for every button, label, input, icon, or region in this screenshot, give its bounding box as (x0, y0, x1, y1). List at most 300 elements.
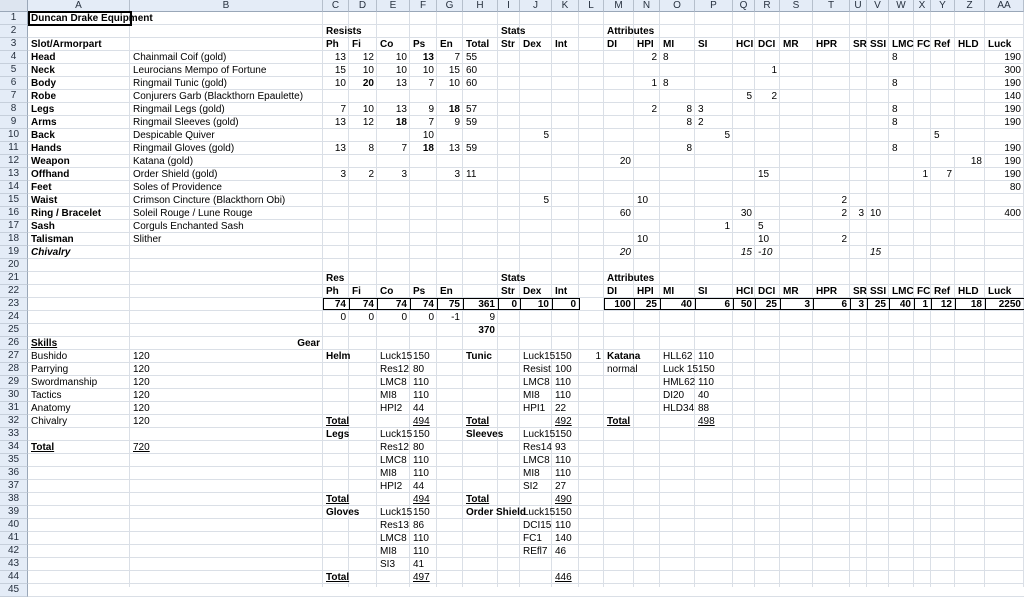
cell-e37[interactable]: HPI2 (380, 481, 403, 492)
column-header-g[interactable]: G (437, 0, 463, 12)
cell-q3[interactable]: HCI (736, 39, 754, 50)
cell-f31[interactable]: 44 (413, 403, 425, 414)
cell-h6[interactable]: 60 (466, 78, 478, 89)
cell-d3[interactable]: Fi (352, 39, 361, 50)
cell-b26[interactable]: Gear (297, 338, 320, 349)
cell-p8[interactable]: 3 (698, 104, 704, 115)
cell-c4[interactable]: 13 (334, 52, 346, 63)
cell-w3[interactable]: LMC (892, 39, 914, 50)
cell-v19[interactable]: 15 (870, 247, 882, 258)
cell-g5[interactable]: 15 (448, 65, 460, 76)
cell-a19[interactable]: Chivalry (31, 247, 71, 258)
cell-f42[interactable]: 110 (413, 546, 429, 557)
cell-k28[interactable]: 100 (555, 364, 572, 375)
cell-j10[interactable]: 5 (543, 130, 549, 141)
cell-f43[interactable]: 41 (413, 559, 425, 570)
cell-o30[interactable]: DI20 (663, 390, 685, 401)
column-header-j[interactable]: J (520, 0, 552, 12)
cell-y22[interactable]: Ref (934, 286, 951, 297)
row-header-39[interactable]: 39 (0, 506, 28, 519)
cell-y13[interactable]: 7 (946, 169, 952, 180)
cell-w6[interactable]: 8 (892, 78, 898, 89)
cell-c33[interactable]: Legs (326, 429, 350, 440)
cell-t16[interactable]: 2 (841, 208, 847, 219)
cell-k41[interactable]: 140 (555, 533, 572, 544)
cell-c24[interactable]: 0 (340, 312, 346, 323)
cell-aa12[interactable]: 190 (1004, 156, 1021, 167)
row-header-29[interactable]: 29 (0, 376, 28, 389)
cell-i22[interactable]: Str (501, 286, 515, 297)
cell-b7[interactable]: Conjurers Garb (Blackthorn Epaulette) (133, 91, 304, 102)
column-header-x[interactable]: X (914, 0, 931, 12)
cell-k35[interactable]: 110 (555, 455, 571, 466)
row-header-1[interactable]: 1 (0, 12, 28, 25)
cell-x3[interactable]: FC (917, 39, 931, 50)
column-header-p[interactable]: P (695, 0, 733, 12)
cell-h11[interactable]: 59 (466, 143, 478, 154)
column-header-e[interactable]: E (377, 0, 410, 12)
cell-a34[interactable]: Total (31, 442, 55, 453)
cell-k3[interactable]: Int (555, 39, 568, 50)
cell-n23[interactable]: 25 (645, 299, 657, 310)
cell-r5[interactable]: 1 (771, 65, 777, 76)
row-header-15[interactable]: 15 (0, 194, 28, 207)
cell-n6[interactable]: 1 (651, 78, 657, 89)
cell-i21[interactable]: Stats (501, 273, 526, 284)
cell-x22[interactable]: FC (917, 286, 931, 297)
cell-e13[interactable]: 3 (401, 169, 407, 180)
cell-k33[interactable]: 150 (555, 429, 572, 440)
cell-d11[interactable]: 8 (368, 143, 374, 154)
row-header-45[interactable]: 45 (0, 584, 28, 597)
cell-a15[interactable]: Waist (31, 195, 58, 206)
cell-o29[interactable]: HML62 (663, 377, 696, 388)
cell-k40[interactable]: 110 (555, 520, 571, 531)
cell-r23[interactable]: 25 (765, 299, 777, 310)
row-header-27[interactable]: 27 (0, 350, 28, 363)
cell-o23[interactable]: 40 (680, 299, 692, 310)
cell-k37[interactable]: 27 (555, 481, 567, 492)
cell-a14[interactable]: Feet (31, 182, 52, 193)
cell-s3[interactable]: MR (783, 39, 799, 50)
cell-f11[interactable]: 18 (422, 143, 434, 154)
cell-c6[interactable]: 10 (334, 78, 346, 89)
cell-f30[interactable]: 110 (413, 390, 429, 401)
row-header-21[interactable]: 21 (0, 272, 28, 285)
cell-f10[interactable]: 10 (422, 130, 434, 141)
cell-o28[interactable]: Luck 15 (663, 364, 699, 375)
row-header-13[interactable]: 13 (0, 168, 28, 181)
cell-d24[interactable]: 0 (368, 312, 374, 323)
cell-q23[interactable]: 50 (740, 299, 752, 310)
cell-w4[interactable]: 8 (892, 52, 898, 63)
cell-f4[interactable]: 13 (422, 52, 434, 63)
column-header-q[interactable]: Q (733, 0, 755, 12)
row-header-10[interactable]: 10 (0, 129, 28, 142)
cell-b12[interactable]: Katana (gold) (133, 156, 194, 167)
cell-c38[interactable]: Total (326, 494, 350, 505)
cell-aa5[interactable]: 300 (1004, 65, 1021, 76)
cell-h25[interactable]: 370 (478, 325, 495, 336)
cell-n3[interactable]: HPI (637, 39, 654, 50)
cell-d5[interactable]: 10 (362, 65, 374, 76)
cell-k29[interactable]: 110 (555, 377, 571, 388)
cell-j42[interactable]: REfl7 (523, 546, 548, 557)
cell-j23[interactable]: 10 (537, 299, 549, 310)
cell-aa23[interactable]: 2250 (998, 299, 1021, 310)
cell-g22[interactable]: En (440, 286, 453, 297)
cell-p32[interactable]: 498 (698, 416, 715, 427)
cell-k23[interactable]: 0 (570, 299, 576, 310)
cell-e11[interactable]: 7 (401, 143, 407, 154)
cell-aa16[interactable]: 400 (1004, 208, 1021, 219)
cell-k32[interactable]: 492 (555, 416, 572, 427)
cell-c9[interactable]: 13 (334, 117, 346, 128)
cell-aa7[interactable]: 140 (1004, 91, 1021, 102)
cell-t15[interactable]: 2 (841, 195, 847, 206)
column-header-n[interactable]: N (634, 0, 660, 12)
cell-n15[interactable]: 10 (637, 195, 649, 206)
cell-j41[interactable]: FC1 (523, 533, 542, 544)
cell-p28[interactable]: 150 (698, 364, 715, 375)
cell-u22[interactable]: SR (853, 286, 867, 297)
cell-r22[interactable]: DCI (758, 286, 776, 297)
cell-b11[interactable]: Ringmail Gloves (gold) (133, 143, 235, 154)
cell-a5[interactable]: Neck (31, 65, 55, 76)
cell-j35[interactable]: LMC8 (523, 455, 550, 466)
cell-p22[interactable]: SI (698, 286, 708, 297)
row-header-42[interactable]: 42 (0, 545, 28, 558)
cell-j3[interactable]: Dex (523, 39, 542, 50)
cell-h8[interactable]: 57 (466, 104, 478, 115)
cell-b28[interactable]: 120 (133, 364, 150, 375)
cell-c11[interactable]: 13 (334, 143, 346, 154)
column-header-h[interactable]: H (463, 0, 498, 12)
cell-h39[interactable]: Order Shield (466, 507, 527, 518)
cell-t3[interactable]: HPR (816, 39, 838, 50)
cell-s23[interactable]: 3 (804, 299, 810, 310)
row-header-16[interactable]: 16 (0, 207, 28, 220)
cell-p31[interactable]: 88 (698, 403, 710, 414)
cell-m28[interactable]: normal (607, 364, 638, 375)
cell-w9[interactable]: 8 (892, 117, 898, 128)
cell-o9[interactable]: 8 (686, 117, 692, 128)
row-header-23[interactable]: 23 (0, 298, 28, 311)
row-header-44[interactable]: 44 (0, 571, 28, 584)
cell-a9[interactable]: Arms (31, 117, 57, 128)
select-all-corner[interactable] (0, 0, 28, 12)
cell-m21[interactable]: Attributes (607, 273, 655, 284)
cell-j15[interactable]: 5 (543, 195, 549, 206)
cell-b14[interactable]: Soles of Providence (133, 182, 222, 193)
cell-j30[interactable]: MI8 (523, 390, 540, 401)
cell-a10[interactable]: Back (31, 130, 55, 141)
cell-f33[interactable]: 150 (413, 429, 430, 440)
cell-m32[interactable]: Total (607, 416, 631, 427)
cell-k31[interactable]: 22 (555, 403, 567, 414)
cell-p29[interactable]: 110 (698, 377, 714, 388)
cell-g23[interactable]: 75 (448, 299, 460, 310)
cell-q7[interactable]: 5 (746, 91, 752, 102)
cell-o22[interactable]: MI (663, 286, 675, 297)
cell-f24[interactable]: 0 (428, 312, 434, 323)
column-header-v[interactable]: V (867, 0, 889, 12)
column-header-o[interactable]: O (660, 0, 695, 12)
cell-j36[interactable]: MI8 (523, 468, 540, 479)
cell-aa4[interactable]: 190 (1004, 52, 1021, 63)
cell-v23[interactable]: 25 (874, 299, 886, 310)
cell-aa22[interactable]: Luck (988, 286, 1012, 297)
cell-p30[interactable]: 40 (698, 390, 710, 401)
cell-c21[interactable]: Res (326, 273, 345, 284)
cell-c8[interactable]: 7 (340, 104, 346, 115)
cell-b31[interactable]: 120 (133, 403, 150, 414)
cell-f9[interactable]: 7 (428, 117, 434, 128)
cell-f23[interactable]: 74 (422, 299, 434, 310)
cell-e35[interactable]: LMC8 (380, 455, 407, 466)
cell-f34[interactable]: 80 (413, 442, 425, 453)
cell-a13[interactable]: Offhand (31, 169, 70, 180)
row-header-35[interactable]: 35 (0, 454, 28, 467)
cell-c23[interactable]: 74 (334, 299, 346, 310)
cell-w11[interactable]: 8 (892, 143, 898, 154)
column-header-t[interactable]: T (813, 0, 850, 12)
cell-q22[interactable]: HCI (736, 286, 754, 297)
cell-e30[interactable]: MI8 (380, 390, 397, 401)
cell-b29[interactable]: 120 (133, 377, 150, 388)
row-header-8[interactable]: 8 (0, 103, 28, 116)
cell-a17[interactable]: Sash (31, 221, 55, 232)
column-header-w[interactable]: W (889, 0, 914, 12)
cell-j33[interactable]: Luck15 (523, 429, 556, 440)
column-header-d[interactable]: D (349, 0, 377, 12)
cell-h5[interactable]: 60 (466, 65, 478, 76)
cell-e31[interactable]: HPI2 (380, 403, 403, 414)
cell-o4[interactable]: 8 (663, 52, 669, 63)
cell-c39[interactable]: Gloves (326, 507, 360, 518)
row-header-20[interactable]: 20 (0, 259, 28, 272)
cell-f37[interactable]: 44 (413, 481, 425, 492)
cell-b27[interactable]: 120 (133, 351, 150, 362)
cell-r7[interactable]: 2 (771, 91, 777, 102)
cell-k42[interactable]: 46 (555, 546, 567, 557)
row-header-14[interactable]: 14 (0, 181, 28, 194)
row-header-17[interactable]: 17 (0, 220, 28, 233)
cell-e40[interactable]: Res13 (380, 520, 409, 531)
cell-e22[interactable]: Co (380, 286, 394, 297)
cell-f44[interactable]: 497 (413, 572, 430, 583)
cell-f36[interactable]: 110 (413, 468, 429, 479)
cell-k22[interactable]: Int (555, 286, 568, 297)
row-header-2[interactable]: 2 (0, 25, 28, 38)
cell-f40[interactable]: 86 (413, 520, 425, 531)
cell-g6[interactable]: 10 (448, 78, 460, 89)
cell-c5[interactable]: 15 (334, 65, 346, 76)
cell-e9[interactable]: 18 (395, 117, 407, 128)
cell-r13[interactable]: 15 (758, 169, 770, 180)
cell-b16[interactable]: Soleil Rouge / Lune Rouge (133, 208, 253, 219)
cell-m23[interactable]: 100 (614, 299, 631, 310)
cell-j22[interactable]: Dex (523, 286, 542, 297)
cell-k36[interactable]: 110 (555, 468, 571, 479)
cell-b5[interactable]: Leurocians Mempo of Fortune (133, 65, 267, 76)
cell-i2[interactable]: Stats (501, 26, 526, 37)
cell-a26[interactable]: Skills (31, 338, 58, 349)
cell-b34[interactable]: 720 (133, 442, 150, 453)
cell-p3[interactable]: SI (698, 39, 708, 50)
cell-k38[interactable]: 490 (555, 494, 572, 505)
cell-o3[interactable]: MI (663, 39, 675, 50)
column-header-u[interactable]: U (850, 0, 867, 12)
cell-f27[interactable]: 150 (413, 351, 430, 362)
cell-d23[interactable]: 74 (362, 299, 374, 310)
cell-r3[interactable]: DCI (758, 39, 776, 50)
cell-g24[interactable]: -1 (451, 312, 460, 323)
cell-m2[interactable]: Attributes (607, 26, 655, 37)
column-header-a[interactable]: A (28, 0, 130, 12)
cell-k30[interactable]: 110 (555, 390, 571, 401)
cell-z12[interactable]: 18 (970, 156, 982, 167)
row-header-9[interactable]: 9 (0, 116, 28, 129)
cell-p27[interactable]: 110 (698, 351, 714, 362)
cell-o27[interactable]: HLL62 (663, 351, 693, 362)
cell-a32[interactable]: Chivalry (31, 416, 68, 427)
cell-g4[interactable]: 7 (454, 52, 460, 63)
cell-a12[interactable]: Weapon (31, 156, 70, 167)
cell-e4[interactable]: 10 (395, 52, 407, 63)
cell-e41[interactable]: LMC8 (380, 533, 407, 544)
cell-j34[interactable]: Res14 (523, 442, 552, 453)
cell-f32[interactable]: 494 (413, 416, 430, 427)
cell-i23[interactable]: 0 (511, 299, 517, 310)
cell-y3[interactable]: Ref (934, 39, 951, 50)
cell-u23[interactable]: 3 (858, 299, 864, 310)
cell-j37[interactable]: SI2 (523, 481, 539, 492)
column-header-m[interactable]: M (604, 0, 634, 12)
cell-y10[interactable]: 5 (934, 130, 940, 141)
cell-a7[interactable]: Robe (31, 91, 56, 102)
cell-f29[interactable]: 110 (413, 377, 429, 388)
cell-a11[interactable]: Hands (31, 143, 62, 154)
cell-p17[interactable]: 1 (724, 221, 730, 232)
row-header-36[interactable]: 36 (0, 467, 28, 480)
column-header-c[interactable]: C (323, 0, 349, 12)
cell-q19[interactable]: 15 (740, 247, 752, 258)
cell-h3[interactable]: Total (466, 39, 490, 50)
column-header-z[interactable]: Z (955, 0, 985, 12)
cell-w8[interactable]: 8 (892, 104, 898, 115)
cell-a30[interactable]: Tactics (31, 390, 62, 401)
cell-c32[interactable]: Total (326, 416, 350, 427)
cell-e28[interactable]: Res12 (380, 364, 409, 375)
cell-x13[interactable]: 1 (922, 169, 928, 180)
cell-e23[interactable]: 74 (395, 299, 407, 310)
cell-e42[interactable]: MI8 (380, 546, 397, 557)
cell-h27[interactable]: Tunic (466, 351, 492, 362)
cell-c13[interactable]: 3 (340, 169, 346, 180)
cell-c2[interactable]: Resists (326, 26, 362, 37)
cell-f5[interactable]: 10 (422, 65, 434, 76)
cell-d4[interactable]: 12 (362, 52, 374, 63)
cell-m19[interactable]: 20 (619, 247, 631, 258)
cell-l27[interactable]: 1 (595, 351, 601, 362)
cell-b30[interactable]: 120 (133, 390, 150, 401)
cell-f38[interactable]: 494 (413, 494, 430, 505)
column-header-b[interactable]: B (130, 0, 323, 12)
cell-c22[interactable]: Ph (326, 286, 339, 297)
cell-b17[interactable]: Corguls Enchanted Sash (133, 221, 244, 232)
cell-a6[interactable]: Body (31, 78, 56, 89)
cell-aa3[interactable]: Luck (988, 39, 1012, 50)
column-header-s[interactable]: S (780, 0, 813, 12)
cell-h32[interactable]: Total (466, 416, 490, 427)
row-header-24[interactable]: 24 (0, 311, 28, 324)
column-header-k[interactable]: K (552, 0, 579, 12)
cell-m12[interactable]: 20 (619, 156, 631, 167)
cell-g3[interactable]: En (440, 39, 453, 50)
cell-w22[interactable]: LMC (892, 286, 914, 297)
cell-t22[interactable]: HPR (816, 286, 838, 297)
row-header-41[interactable]: 41 (0, 532, 28, 545)
cell-e36[interactable]: MI8 (380, 468, 397, 479)
cell-b8[interactable]: Ringmail Legs (gold) (133, 104, 225, 115)
cell-m3[interactable]: DI (607, 39, 617, 50)
cell-e43[interactable]: SI3 (380, 559, 396, 570)
cell-v3[interactable]: SSI (870, 39, 887, 50)
cell-a16[interactable]: Ring / Bracelet (31, 208, 102, 219)
cell-y23[interactable]: 12 (940, 299, 952, 310)
cell-n4[interactable]: 2 (651, 52, 657, 63)
cell-m16[interactable]: 60 (619, 208, 631, 219)
cell-a18[interactable]: Talisman (31, 234, 74, 245)
cell-s22[interactable]: MR (783, 286, 799, 297)
cell-g8[interactable]: 18 (448, 104, 460, 115)
row-header-30[interactable]: 30 (0, 389, 28, 402)
row-header-38[interactable]: 38 (0, 493, 28, 506)
cell-d8[interactable]: 10 (362, 104, 374, 115)
cell-f41[interactable]: 110 (413, 533, 429, 544)
cell-h9[interactable]: 59 (466, 117, 478, 128)
cell-b15[interactable]: Crimson Cincture (Blackthorn Obi) (133, 195, 286, 206)
cell-r19[interactable]: -10 (758, 247, 773, 258)
cell-a28[interactable]: Parrying (31, 364, 69, 375)
cell-z3[interactable]: HLD (958, 39, 979, 50)
row-header-31[interactable]: 31 (0, 402, 28, 415)
cell-d22[interactable]: Fi (352, 286, 361, 297)
cell-c44[interactable]: Total (326, 572, 350, 583)
cell-b32[interactable]: 120 (133, 416, 150, 427)
row-header-18[interactable]: 18 (0, 233, 28, 246)
cell-n22[interactable]: HPI (637, 286, 654, 297)
cell-p23[interactable]: 6 (724, 299, 730, 310)
cell-n8[interactable]: 2 (651, 104, 657, 115)
cell-aa8[interactable]: 190 (1004, 104, 1021, 115)
cell-e24[interactable]: 0 (401, 312, 407, 323)
column-header-r[interactable]: R (755, 0, 780, 12)
cell-aa11[interactable]: 190 (1004, 143, 1021, 154)
row-header-22[interactable]: 22 (0, 285, 28, 298)
row-header-3[interactable]: 3 (0, 38, 28, 51)
cell-g9[interactable]: 9 (454, 117, 460, 128)
row-header-7[interactable]: 7 (0, 90, 28, 103)
cell-z22[interactable]: HLD (958, 286, 979, 297)
cell-v22[interactable]: SSI (870, 286, 887, 297)
cell-g11[interactable]: 13 (448, 143, 460, 154)
cell-o31[interactable]: HLD34 (663, 403, 695, 414)
cell-j27[interactable]: Luck15 (523, 351, 556, 362)
cell-o11[interactable]: 8 (686, 143, 692, 154)
cell-a1[interactable]: Duncan Drake Equipment (31, 13, 153, 24)
